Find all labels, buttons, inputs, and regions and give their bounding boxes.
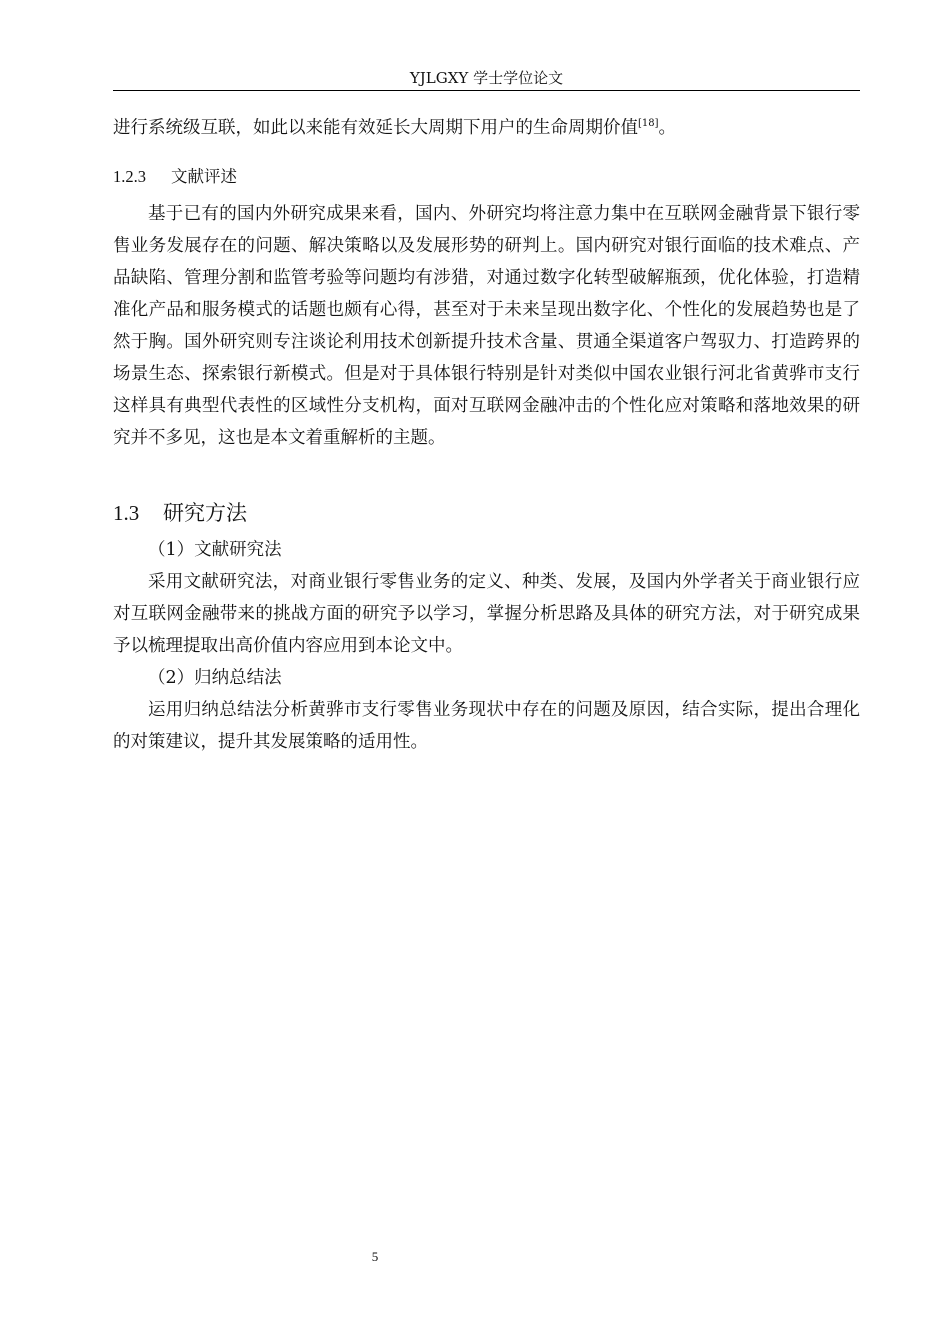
method-2-label: （2）归纳总结法: [148, 668, 282, 688]
section-heading-1-2-3: [113, 162, 860, 192]
header-rule: [113, 90, 860, 91]
section-title: 文献评述: [171, 167, 237, 186]
section-heading-1-3: [113, 496, 860, 530]
section-title: 研究方法: [163, 501, 247, 525]
method-1-paragraph: 采用文献研究法，对商业银行零售业务的定义、种类、发展，及国内外学者关于商业银行应对互联网金融带来的挑战方面的研究予以学习，掌握分析思路及具体的研究方法，对于研究成果予以梳理提取出高价值内容应用到本论文中。: [113, 572, 860, 656]
paragraph-continued: [113, 112, 860, 144]
paragraph-end: 。: [658, 118, 677, 138]
page-number: 5: [371, 1249, 379, 1264]
method-1-label: （1）文献研究法: [148, 540, 282, 560]
paragraph-text: 进行系统级互联，如此以来能有效延长大周期下用户的生命周期价值: [113, 118, 638, 138]
section-number: 1.3: [113, 501, 140, 525]
running-header: YJLGXY 学士学位论文: [409, 69, 564, 87]
section-number: 1.2.3: [113, 167, 146, 186]
citation-ref: [18]: [638, 118, 659, 129]
literature-review-paragraph: 基于已有的国内外研究成果来看，国内、外研究均将注意力集中在互联网金融背景下银行零售业务发展存在的问题、解决策略以及发展形势的研判上。国内研究对银行面临的技术难点、产品缺陷、管理分割和监管考验等问题均有涉猎，对通过数字化转型破解瓶颈，优化体验，打造精准化产品和服务模式的话题也颇有心得，甚至对于未来呈现出数字化、个性化的发展趋势也是了然于胸。国外研究则专注谈论利用技术创新提升技术含量、贯通全渠道客户驾驭力、打造跨界的场景生态、探索银行新模式。但是对于具体银行特别是针对类似中国农业银行河北省黄骅市支行这样具有典型代表性的区域性分支机构，面对互联网金融冲击的个性化应对策略和落地效果的研究并不多见，这也是本文着重解析的主题。: [113, 204, 860, 448]
page-content: [113, 112, 860, 758]
method-2-paragraph: 运用归纳总结法分析黄骅市支行零售业务现状中存在的问题及原因，结合实际，提出合理化的对策建议，提升其发展策略的适用性。: [113, 700, 860, 752]
